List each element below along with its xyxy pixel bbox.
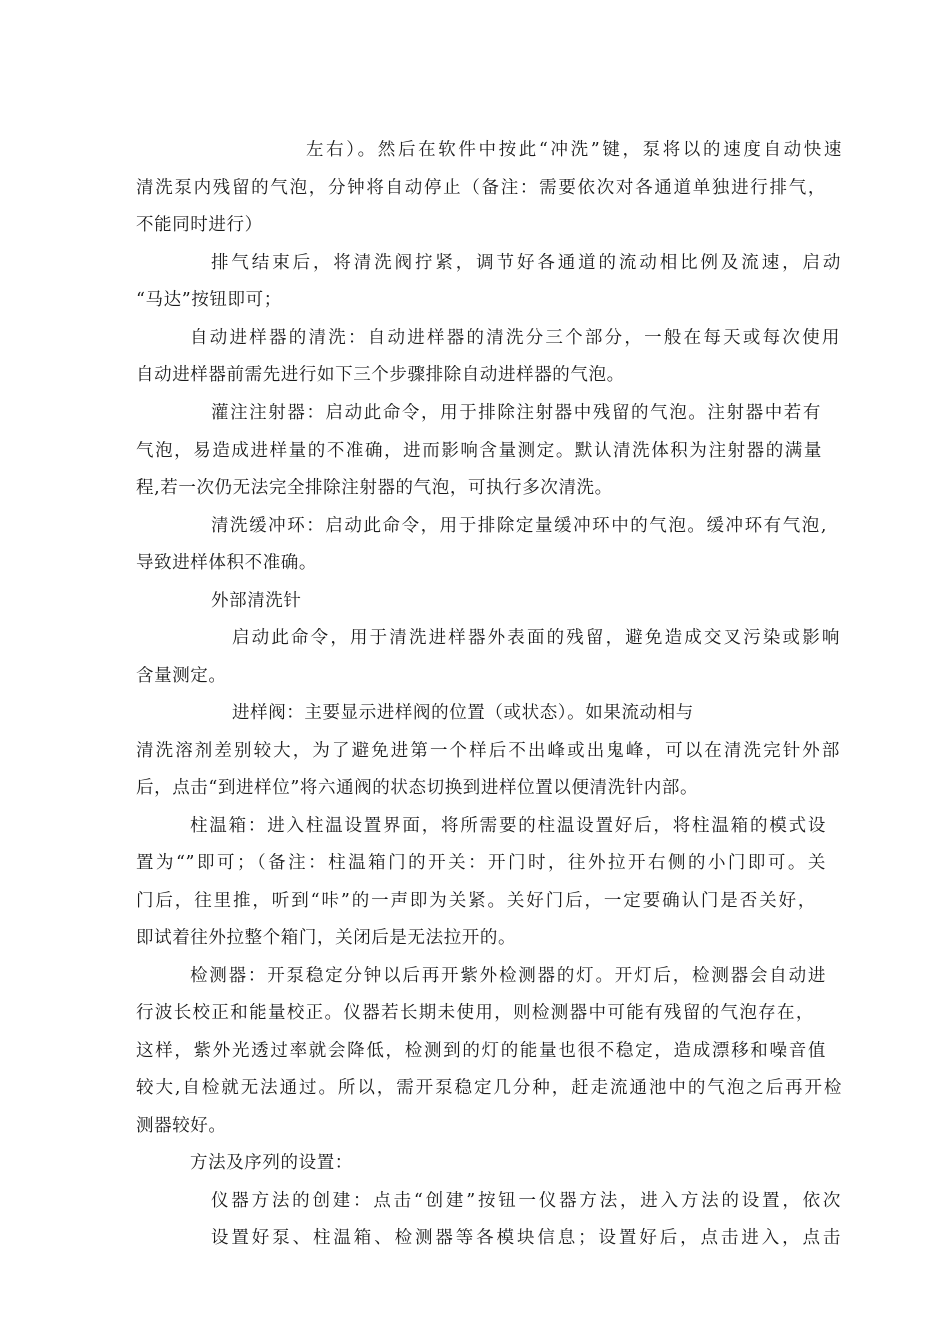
text-line: 柱温箱：进入柱温设置界面，将所需要的柱温设置好后，将柱温箱的模式设 [190,816,826,836]
text-line: 仪器方法的创建：点击“创建”按钮一仪器方法，进入方法的设置，依次 [211,1191,841,1211]
text-line: 自动进样器前需先进行如下三个步骤排除自动进样器的气泡。 [136,365,625,385]
text-line: 气泡，易造成进样量的不准确，进而影响含量测定。默认清洗体积为注射器的满量 [136,441,822,461]
text-line: 外部清洗针 [211,591,302,611]
text-line: 设置好泵、柱温箱、检测器等各模块信息；设置好后，点击进入，点击 [211,1228,841,1248]
text-line: 即试着往外拉整个箱门，关闭后是无法拉开的。 [136,928,517,948]
text-line: 排气结束后，将清洗阀拧紧，调节好各通道的流动相比例及流速，启动 [211,253,841,273]
text-line: 门后，往里推，听到“咔”的一声即为关紧。关好门后，一定要确认门是否关好， [136,891,816,911]
text-line: 清洗泵内残留的气泡，分钟将自动停止（备注：需要依次对各通道单独进行排气， [136,178,826,198]
text-line: 左右）。然后在软件中按此“冲洗”键，泵将以的速度自动快速 [306,140,842,160]
text-line: 程,若一次仍无法完全排除注射器的气泡，可执行多次清洗。 [136,478,613,498]
text-line: 启动此命令，用于清洗进样器外表面的残留，避免造成交叉污染或影响 [232,628,840,648]
text-line: 较大,自检就无法通过。所以，需开泵稳定几分种，赶走流通池中的气泡之后再开检 [136,1078,842,1098]
text-line: 进样阀：主要显示进样阀的位置（或状态）。如果流动相与 [232,703,694,723]
text-line: 检测器：开泵稳定分钟以后再开紫外检测器的灯。开灯后，检测器会自动进 [190,966,826,986]
text-line: 置为“”即可；（备注：柱温箱门的开关：开门时，往外拉开右侧的小门即可。关 [136,853,826,873]
text-line: “马达”按钮即可； [136,290,282,310]
text-line: 导致进样体积不准确。 [136,553,317,573]
text-line: 不能同时进行） [136,215,263,235]
text-line: 清洗缓冲环：启动此命令，用于排除定量缓冲环中的气泡。缓冲环有气泡, [211,516,827,536]
text-line: 行波长校正和能量校正。仪器若长期未使用，则检测器中可能有残留的气泡存在， [136,1003,814,1023]
text-line: 清洗溶剂差别较大，为了避免进第一个样后不出峰或出鬼峰，可以在清洗完针外部 [136,741,840,761]
text-line: 自动进样器的清洗：自动进样器的清洗分三个部分，一般在每天或每次使用 [190,328,840,348]
text-line: 灌注注射器：启动此命令，用于排除注射器中残留的气泡。注射器中若有 [211,403,821,423]
text-line: 这样，紫外光透过率就会降低，检测到的灯的能量也很不稳定，造成漂移和噪音值 [136,1041,826,1061]
text-line: 后，点击“到进样位”将六通阀的状态切换到进样位置以便清洗针内部。 [136,778,699,798]
text-line: 含量测定。 [136,666,227,686]
text-line: 方法及序列的设置： [190,1153,353,1173]
text-line: 测器较好。 [136,1116,227,1136]
